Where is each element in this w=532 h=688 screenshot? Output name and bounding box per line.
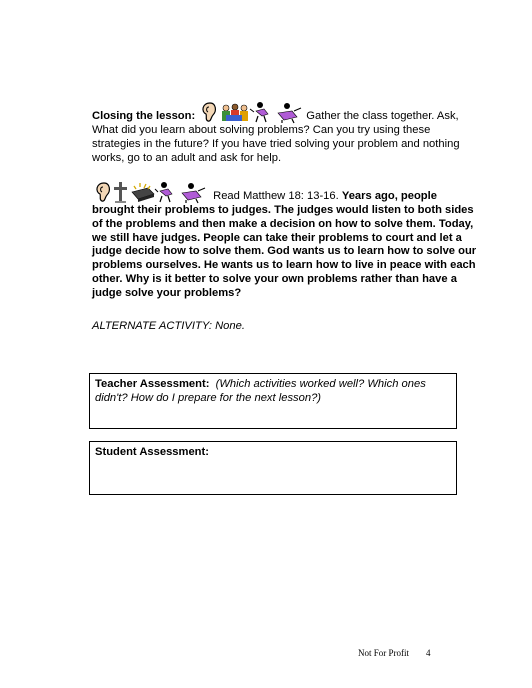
reading-icons <box>92 180 210 204</box>
student-assessment-box[interactable] <box>89 441 457 495</box>
ear-icon <box>203 103 215 121</box>
drama-person-icon <box>278 103 301 123</box>
closing-icons <box>198 100 306 124</box>
reading-paragraph <box>92 180 477 301</box>
teacher-assessment-label: Teacher Assessment: <box>95 378 210 390</box>
cross-icon <box>114 182 127 203</box>
alternate-activity: ALTERNATE ACTIVITY: None. <box>92 320 245 332</box>
drama-person-icon <box>250 102 268 122</box>
student-assessment-label: Student Assessment: <box>95 446 209 458</box>
closing-text: Gather the class together. Ask, What did you learn about solving problems? Can you try using these strategies in the future? If you have tried solving your problem and nothing works, go to an adult and ask for help. <box>92 110 460 164</box>
drama-person-icon <box>182 183 205 203</box>
page-footer <box>358 648 532 658</box>
bible-icon <box>132 183 154 202</box>
closing-label: Closing the lesson: <box>92 110 196 123</box>
teacher-assessment-prompt: (Which activities worked well? Which ones didn't? How do I prepare for the next lesson?) <box>95 378 426 404</box>
ear-icon <box>97 183 109 201</box>
reading-intro: Read Matthew 18: 13-16. <box>213 190 339 203</box>
drama-person-icon <box>155 182 172 202</box>
closing-paragraph <box>92 100 477 165</box>
footer-text: Not For Profit <box>358 648 410 658</box>
page-number: 4 <box>426 648 431 658</box>
reading-bold-text: Years ago, people brought their problems to judges. The judges would listen to both sides of the problems and then make a decision on how to solve them. Today, we still have judges. People can take their problems to court and let a judge decide how to solve them. God wants us to learn how to solve our problems ourselves. He wants us to learn how to live in peace with each other. Why is it better to solve your own problems rather than have a judge solve your problems? <box>92 190 477 299</box>
group-of-children-icon <box>220 104 250 122</box>
teacher-assessment-box[interactable] <box>89 373 457 429</box>
